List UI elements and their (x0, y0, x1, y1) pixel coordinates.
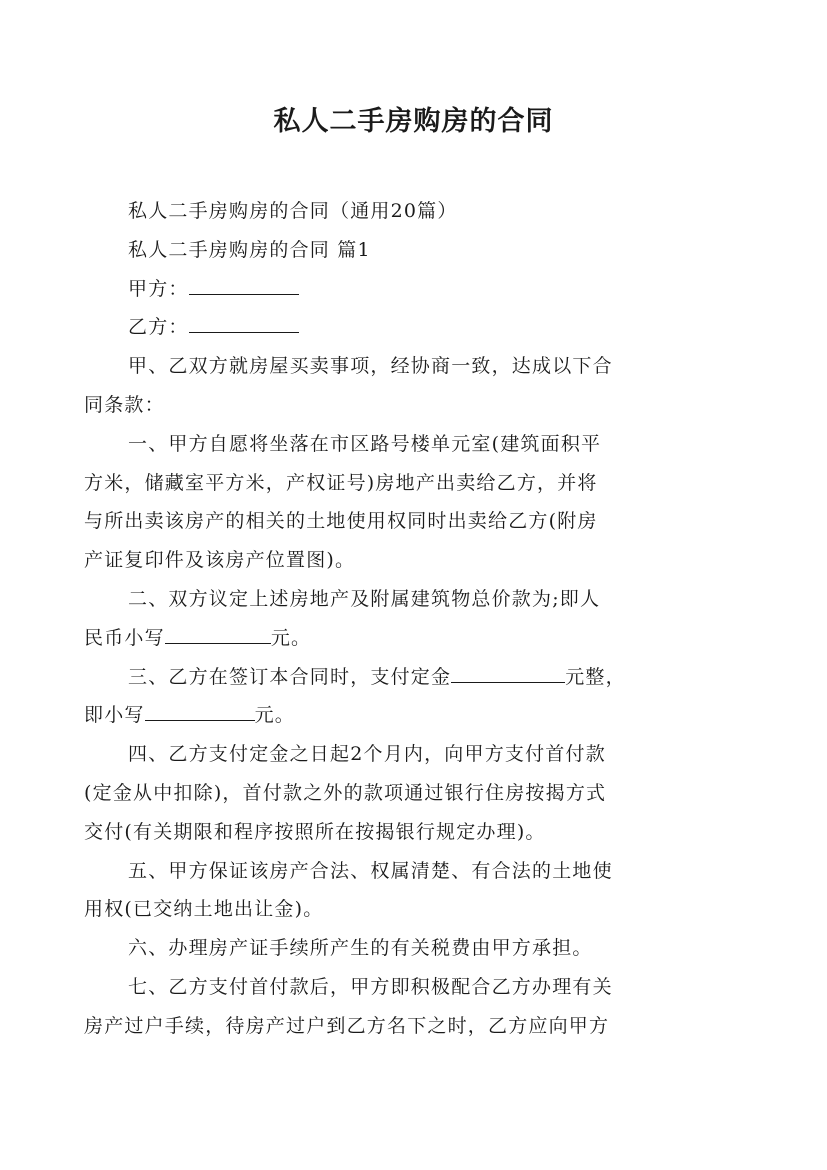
clause-6-line-1: 六、办理房产证手续所产生的有关税费由甲方承担。 (128, 937, 593, 960)
document-body (84, 192, 706, 1046)
party-a-line (128, 270, 706, 309)
intro-line-2: 同条款： (84, 393, 165, 416)
clause-1-line-4: 产证复印件及该房产位置图)。 (84, 549, 356, 572)
clause-2-suffix: 元。 (270, 626, 312, 649)
clause-3-deposit-blank (451, 660, 565, 683)
clause-2-amount-blank (165, 621, 271, 644)
clause-5-line-2: 用权(已交纳土地出让金)。 (84, 898, 324, 921)
clause-3-suffix: 元整， (565, 665, 626, 688)
clause-7-line-2: 房产过户手续，待房产过户到乙方名下之时，乙方应向甲方 (84, 1014, 610, 1037)
clause-4-line-1: 四、乙方支付定金之日起2个月内，向甲方支付首付款 (128, 743, 606, 766)
clause-3-line-1 (84, 658, 706, 697)
clause-1-line-1: 一、甲方自愿将坐落在市区路号楼单元室(建筑面积平 (128, 432, 602, 455)
clause-2-line-2 (84, 619, 706, 658)
party-a-label: 甲方： (128, 277, 189, 300)
party-b-line (128, 308, 706, 347)
clause-1-line-3: 与所出卖该房产的相关的土地使用权同时出卖给乙方(附房 (84, 510, 598, 533)
document-title: 私人二手房购房的合同 (273, 106, 554, 137)
clause-2-prefix: 民币小写 (84, 626, 165, 649)
clause-3-line-2 (84, 696, 706, 735)
clause-3-prefix: 三、乙方在签订本合同时，支付定金 (128, 665, 452, 688)
clause-4-line-2: (定金从中扣除)，首付款之外的款项通过银行住房按揭方式 (84, 781, 607, 804)
clause-2-line-1: 二、双方议定上述房地产及附属建筑物总价款为;即人 (128, 587, 601, 610)
clause-3-line2-suffix: 元。 (254, 704, 296, 727)
clause-5-line-1: 五、甲方保证该房产合法、权属清楚、有合法的土地使 (128, 859, 613, 882)
intro-line-1: 甲、乙双方就房屋买卖事项，经协商一致，达成以下合 (128, 355, 613, 378)
clause-3-line2-prefix: 即小写 (84, 704, 145, 727)
clause-1-line-2: 方米，储藏室平方米，产权证号)房地产出卖给乙方，并将 (84, 471, 598, 494)
clause-4-line-3: 交付(有关期限和程序按照所在按揭银行规定办理)。 (84, 820, 546, 843)
clause-3-amount-blank (145, 698, 255, 721)
party-a-blank (189, 272, 299, 295)
party-b-blank (189, 310, 299, 333)
party-b-label: 乙方： (128, 316, 189, 339)
section-heading: 私人二手房购房的合同 篇1 (128, 238, 371, 261)
document-subtitle: 私人二手房购房的合同（通用20篇） (128, 200, 458, 222)
clause-7-line-1: 七、乙方支付首付款后，甲方即积极配合乙方办理有关 (128, 975, 613, 998)
